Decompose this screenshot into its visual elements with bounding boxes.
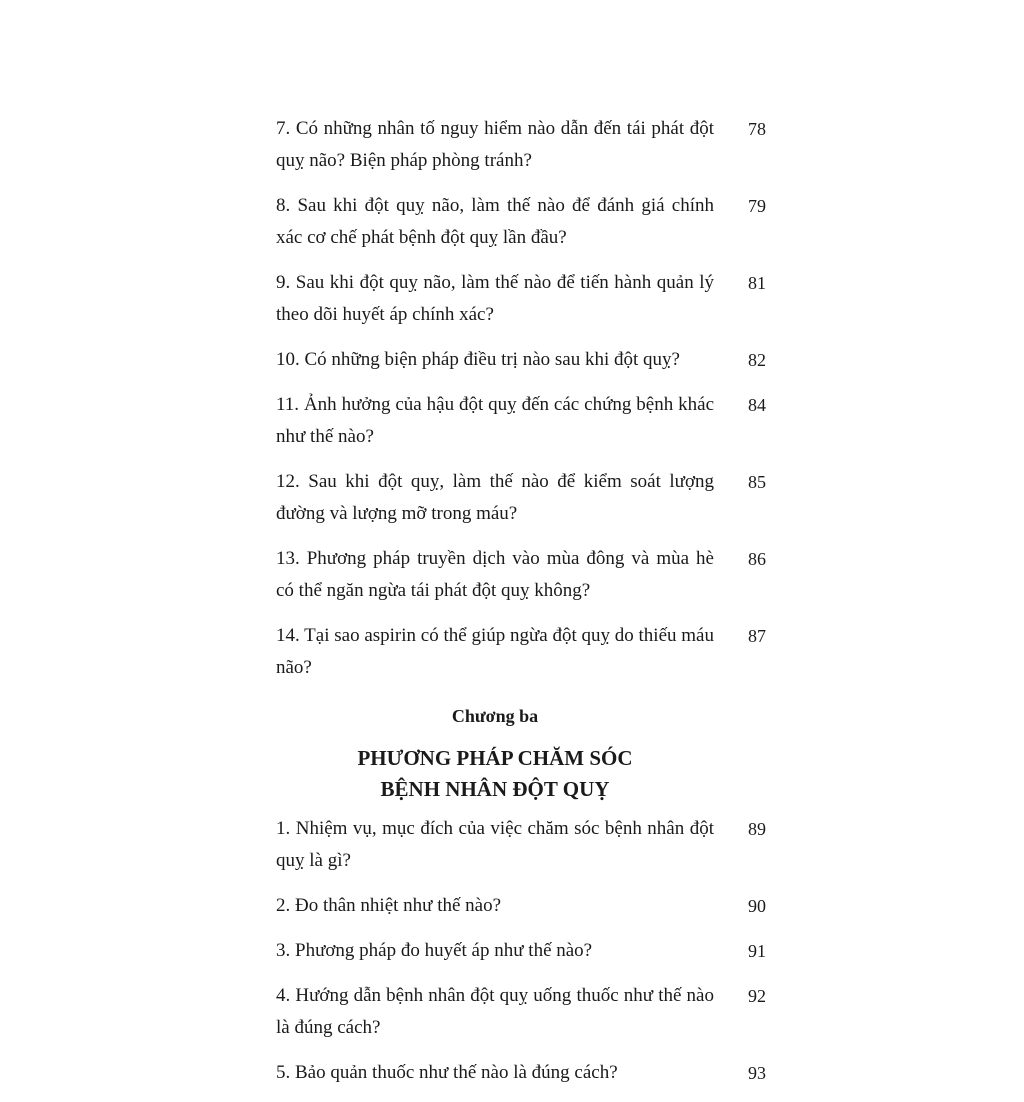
toc-entry-title: 5. Bảo quản thuốc như thế nào là đúng cách? <box>276 1062 618 1083</box>
toc-entry <box>276 389 766 453</box>
toc-entry <box>276 543 766 607</box>
chapter-title <box>276 743 766 805</box>
toc-entry-title: 4. Hướng dẫn bệnh nhân đột quỵ uống thuốc như thế nào là đúng cách? <box>276 985 714 1038</box>
toc-entry-title: 10. Có những biện pháp điều trị nào sau khi đột quỵ? <box>276 349 680 370</box>
toc-entry-page-number: 91 <box>748 941 766 961</box>
toc-entry-title: 1. Nhiệm vụ, mục đích của việc chăm sóc bệnh nhân đột quỵ là gì? <box>276 818 714 871</box>
toc-entry-title: 3. Phương pháp đo huyết áp như thế nào? <box>276 940 593 961</box>
toc-entry <box>276 267 766 331</box>
toc-entry-page-number: 85 <box>748 472 766 492</box>
chapter-title-line: PHƯƠNG PHÁP CHĂM SÓC <box>357 746 633 770</box>
toc-entry-page-number: 79 <box>748 196 766 216</box>
toc-entry-page-number: 90 <box>748 896 766 916</box>
toc-entry-title: 14. Tại sao aspirin có thể giúp ngừa đột quỵ do thiếu máu não? <box>276 625 714 678</box>
chapter-label: Chương ba <box>451 706 539 726</box>
toc-entry-page-number: 87 <box>748 626 766 646</box>
toc-entry-page-number: 81 <box>748 273 766 293</box>
toc-entry <box>276 190 766 254</box>
toc-entry-title: 7. Có những nhân tố nguy hiểm nào dẫn đến tái phát đột quỵ não? Biện pháp phòng tránh? <box>276 118 714 171</box>
toc-section-chapter-three <box>276 813 766 1089</box>
toc-entry-page-number: 84 <box>748 395 766 415</box>
toc-entry-title: 8. Sau khi đột quỵ não, làm thế nào để đánh giá chính xác cơ chế phát bệnh đột quỵ lần đầu? <box>276 195 714 248</box>
toc-entry-page-number: 89 <box>748 819 766 839</box>
toc-entry-title: 9. Sau khi đột quỵ não, làm thế nào để tiến hành quản lý theo dõi huyết áp chính xác? <box>276 272 714 325</box>
toc-entry <box>276 620 766 684</box>
toc-entry <box>276 1057 766 1089</box>
toc-section-previous <box>276 113 766 684</box>
toc-entry-title: 13. Phương pháp truyền dịch vào mùa đông và mùa hè có thể ngăn ngừa tái phát đột quỵ không? <box>276 548 714 601</box>
chapter-title-line: BỆNH NHÂN ĐỘT QUỴ <box>380 777 610 801</box>
toc-entry-title: 11. Ảnh hưởng của hậu đột quỵ đến các chứng bệnh khác như thế nào? <box>276 394 714 447</box>
table-of-contents <box>276 113 766 1102</box>
toc-entry <box>276 935 766 967</box>
toc-entry-page-number: 93 <box>748 1063 766 1083</box>
toc-entry <box>276 813 766 877</box>
toc-entry-title: 2. Đo thân nhiệt như thế nào? <box>276 895 502 916</box>
toc-entry-title: 12. Sau khi đột quỵ, làm thế nào để kiểm soát lượng đường và lượng mỡ trong máu? <box>276 471 714 524</box>
toc-entry <box>276 344 766 376</box>
toc-entry <box>276 466 766 530</box>
toc-entry <box>276 113 766 177</box>
toc-entry-page-number: 78 <box>748 119 766 139</box>
toc-entry-page-number: 86 <box>748 549 766 569</box>
toc-entry <box>276 980 766 1044</box>
toc-entry <box>276 890 766 922</box>
toc-entry-page-number: 92 <box>748 986 766 1006</box>
toc-entry-page-number: 82 <box>748 350 766 370</box>
